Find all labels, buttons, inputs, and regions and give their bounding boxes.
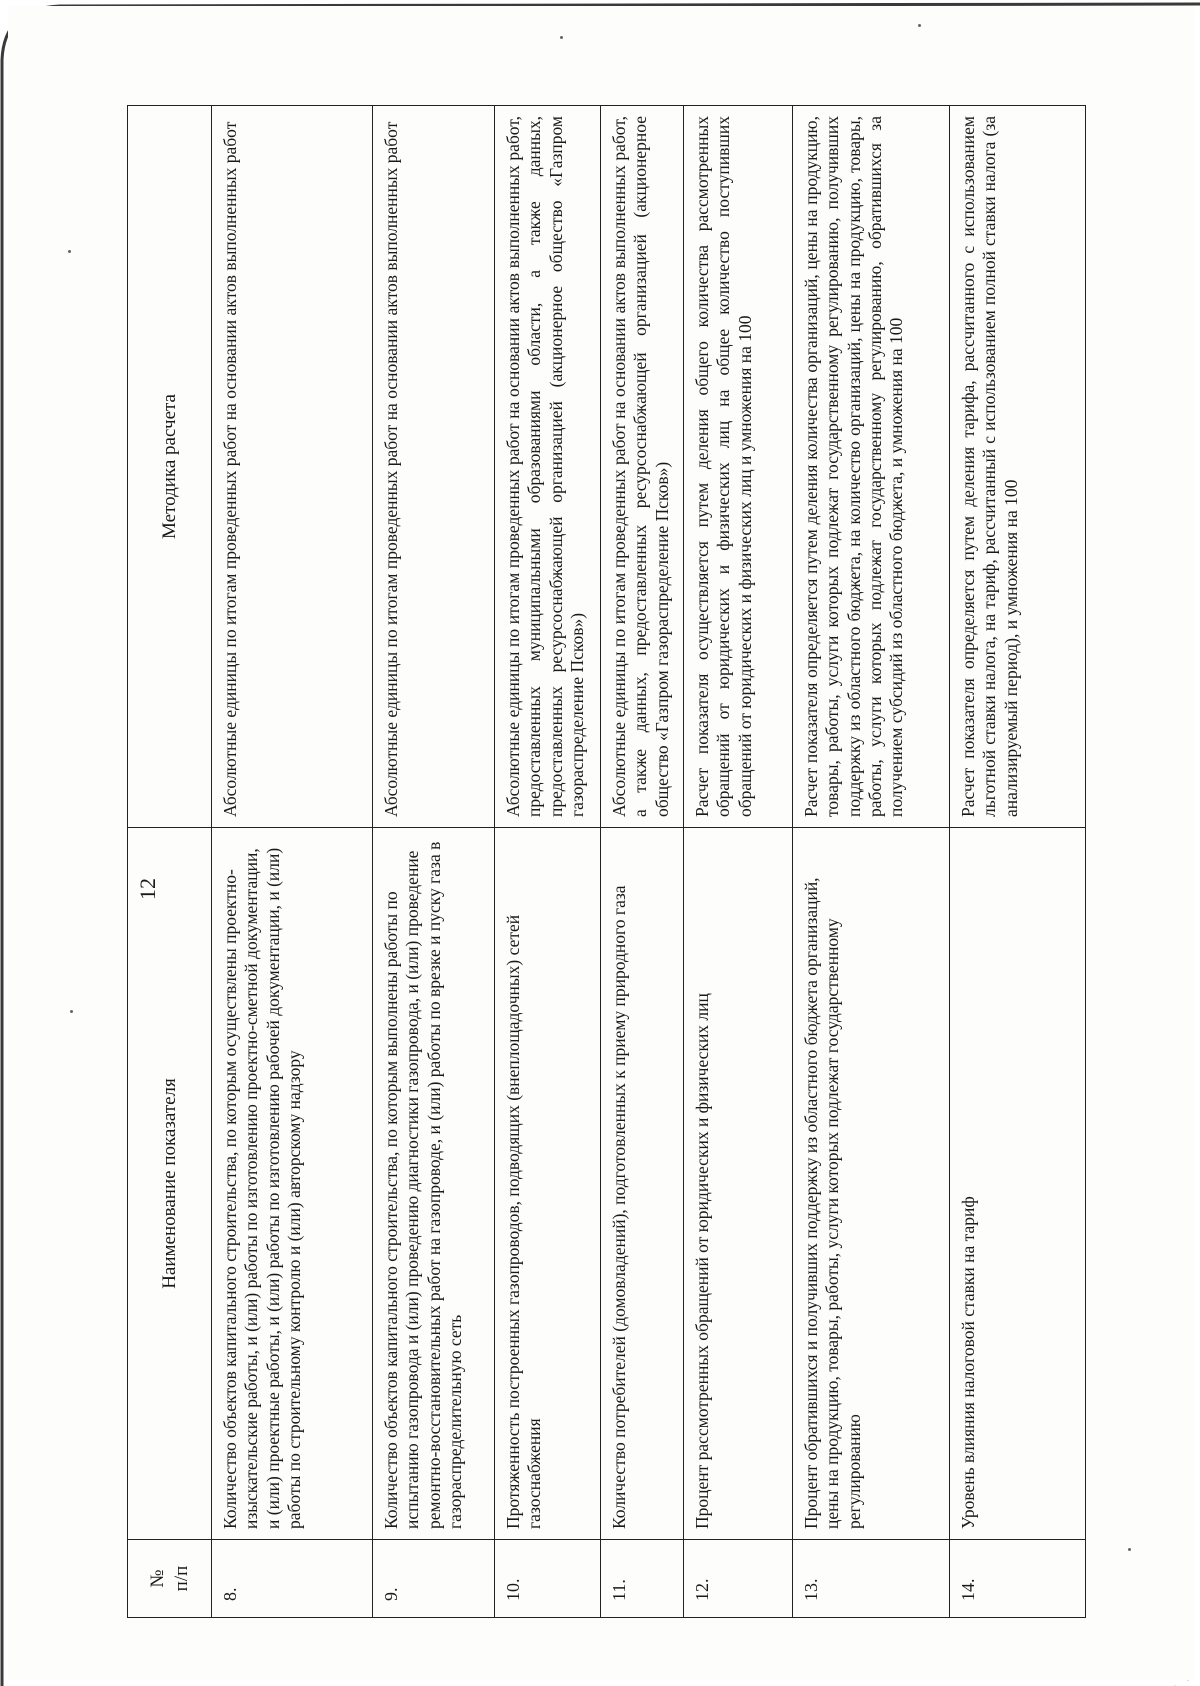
indicator-methodology-table: [127, 105, 1086, 1618]
row-number: 14.: [950, 1540, 1086, 1618]
table-row: [950, 106, 1086, 1618]
indicator-name: Количество потребителей (домовладений), подготовленных к приему природного газа: [601, 828, 684, 1540]
calculation-method: Расчет показателя определяется путем деления количества организаций, цены на продукцию, товары, работы, услуги которых подлежат государственному регулированию, получивших поддержку из областного бюджета, на количество организаций, цены на продукцию, товары, работы, услуги которых подлежат государственному регулированию, обратившихся за получением субсидий из областного бюджета, и умножения на 100: [793, 106, 950, 828]
indicator-name: Количество объектов капитального строительства, по которым осуществлены проектно-изыскательские работы, и (или) работы по изготовлению проектно-сметной документации, и (или) проектные работы, и (или) работы по изготовлению рабочей документации, и (или) работы по строительному контролю и (или) авторскому надзору: [212, 828, 373, 1540]
header-number: № п/п: [128, 1540, 212, 1618]
row-number: 10.: [495, 1540, 601, 1618]
table-row: [373, 106, 495, 1618]
indicator-table-container: [127, 106, 1085, 1618]
indicator-name: Протяженность построенных газопроводов, подводящих (внеплощадочных) сетей газоснабжения: [495, 828, 601, 1540]
header-calculation-method: Методика расчета: [128, 106, 212, 828]
indicator-name: Количество объектов капитального строительства, по которым выполнены работы по испытанию газопровода и (или) проведению диагностики газопровода, и (или) проведение ремонтно-восстановительных работ на газопроводе, и (или) работы по врезке и пуску газа в газораспределительную сеть: [373, 828, 495, 1540]
calculation-method: Абсолютные единицы по итогам проведенных работ на основании актов выполненных работ, предоставленных муниципальными образованиями области, а также данных, предоставленных ресурсоснабжающей организацией (акционерное общество «Газпром газораспределение Псков»): [495, 106, 601, 828]
row-number: 13.: [793, 1540, 950, 1618]
table-row: [601, 106, 684, 1618]
indicator-name: Уровень влияния налоговой ставки на тариф: [950, 828, 1086, 1540]
calculation-method: Абсолютные единицы по итогам проведенных работ на основании актов выполненных работ, а также данных, предоставленных ресурсоснабжающей организацией (акционерное общество «Газпром газораспределение Псков»): [601, 106, 684, 828]
indicator-name: Процент обратившихся и получивших поддержку из областного бюджета организаций, цены на продукцию, товары, работы, услуги которых подлежат государственному регулированию: [793, 828, 950, 1540]
table-row: [495, 106, 601, 1618]
calculation-method: Абсолютные единицы по итогам проведенных работ на основании актов выполненных работ: [212, 106, 373, 828]
row-number: 12.: [684, 1540, 793, 1618]
row-number: 8.: [212, 1540, 373, 1618]
calculation-method: Расчет показателя определяется путем деления тарифа, рассчитанного с использованием льготной ставки налога, на тариф, рассчитанный с использованием полной ставки налога (за анализируемый период), и умножения на 100: [950, 106, 1086, 828]
table-row: [684, 106, 793, 1618]
row-number: 11.: [601, 1540, 684, 1618]
calculation-method: Абсолютные единицы по итогам проведенных работ на основании актов выполненных работ: [373, 106, 495, 828]
indicator-name: Процент рассмотренных обращений от юридических и физических лиц: [684, 828, 793, 1540]
table-row: [793, 106, 950, 1618]
table-header-row: [128, 106, 212, 1618]
row-number: 9.: [373, 1540, 495, 1618]
page-number: 12: [135, 878, 160, 900]
table-row: [212, 106, 373, 1618]
header-indicator-name: Наименование показателя: [128, 828, 212, 1540]
calculation-method: Расчет показателя осуществляется путем деления общего количества рассмотренных обращений от юридических и физических лиц на общее количество поступивших обращений от юридических и физических лиц и умножения на 100: [684, 106, 793, 828]
